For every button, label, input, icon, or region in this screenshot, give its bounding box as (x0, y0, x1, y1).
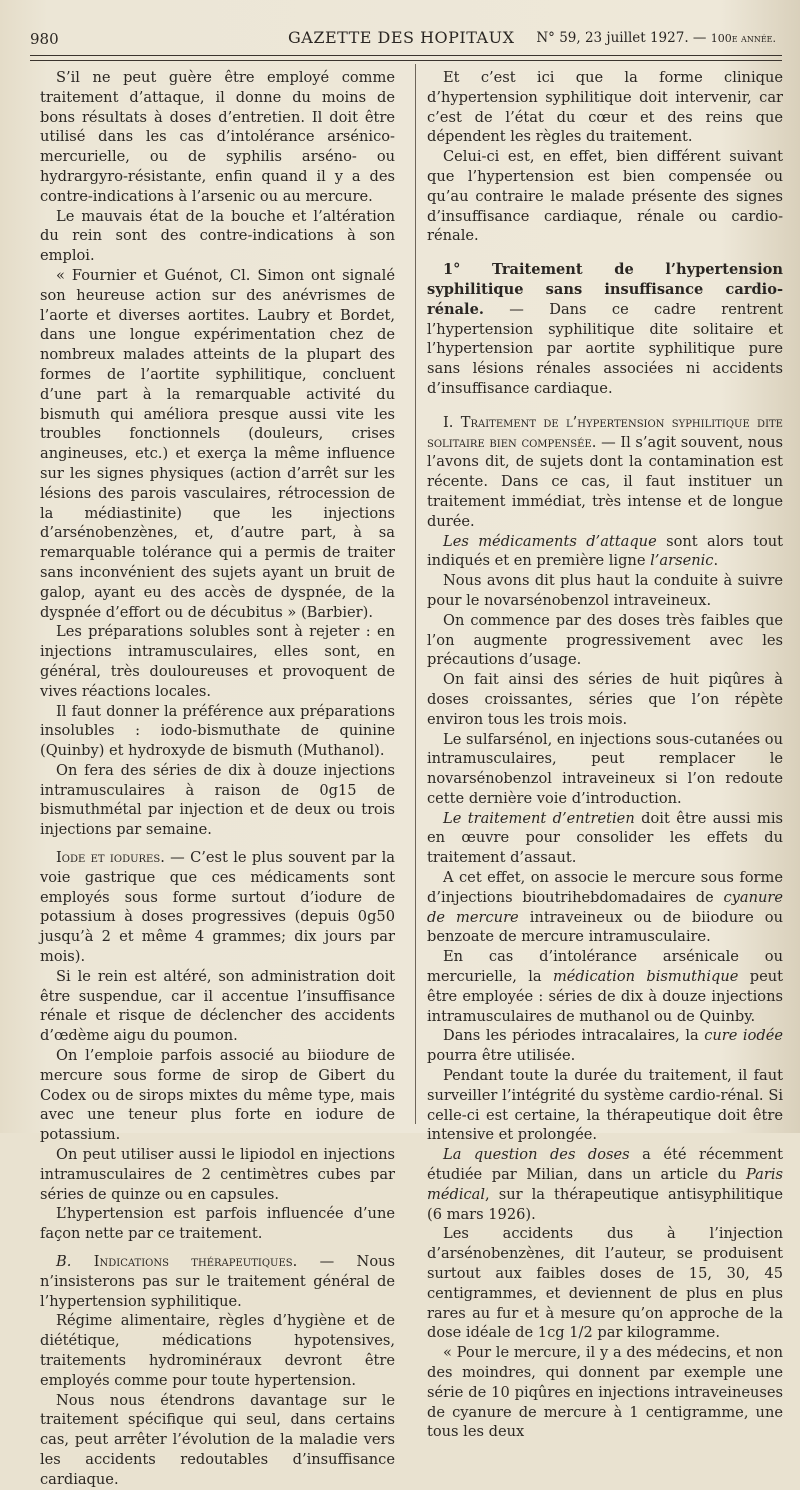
text-run: , sur la thérapeutique antisyphilitique (6 mars 1926). (427, 1185, 783, 1223)
paragraph (427, 532, 783, 572)
paragraph: Nous avons dit plus haut la conduite à suivre pour le novarsénobenzol intraveineux. (427, 572, 783, 609)
paragraph: Celui-ci est, en effet, bien différent suivant que l’hypertension est bien compensée ou qu’au contraire le malade présente des signes d’insuffisance cardiaque, rénale ou cardio-rénale. (427, 148, 783, 245)
journal-title: GAZETTE DES HOPITAUX (288, 28, 515, 47)
text-run: A cet effet, on associe le mercure sous forme d’injections bioutrihebdomadaires de (427, 869, 783, 906)
header-rule-thin (30, 60, 782, 61)
italic-term: médication bismuthique (552, 968, 739, 986)
paragraph: Le mauvais état de la bouche et l’altération du rein sont des contre-indications à son emploi. (40, 207, 395, 265)
italic-term: Les médicaments d’attaque (443, 532, 657, 550)
section-1 (427, 260, 783, 399)
paragraph: Pendant toute la durée du traitement, il faut surveiller l’intégrité du système cardio-rénal. Si celle-ci est certaine, la thérapeutique doit être intensive et prolongée. (427, 1067, 783, 1144)
paragraph: Il faut donner la préférence aux préparations insolubles : iodo-bismuthate de quinine (Quinby) et hydroxyde de bismuth (Muthanol). (40, 702, 395, 760)
section-text: — Il s’agit souvent, nous l’avons dit, de sujets dont la contamination est récente. Dans ce cas, il faut instituer un traitement immédiat, très intense et de longue durée. (427, 433, 783, 530)
left-column (40, 68, 395, 1490)
paragraph: On fait ainsi des séries de huit piqûres à doses croissantes, séries que l’on répète environ tous les trois mois. (427, 671, 783, 728)
text-run: En cas d’intolérance arsénicale ou mercurielle, la (427, 948, 783, 986)
italic-term: cure iodée (704, 1027, 783, 1045)
section-heading: Iode et iodures. (56, 849, 165, 867)
text-run: a été récemment étudiée par Milian, dans un article du (427, 1146, 783, 1184)
paragraph: Régime alimentaire, règles d’hygiène et de diététique, médications hypotensives, traitements hydrominéraux devront être employés comme pour toute hypertension. (40, 1312, 395, 1389)
paragraph: Les accidents dus à l’injection d’arsénobenzènes, dit l’auteur, se produisent surtout aux faibles doses de 15, 30, 45 centigrammes, et deviennent de plus en plus rares au fur et à mesure qu’on approche de la dose idéale de 1cg 1/2 par kilogramme. (427, 1225, 783, 1342)
italic-term: l’arsenic (650, 552, 714, 570)
text-run: . (713, 552, 719, 570)
section-heading: Indications thérapeutiques. (71, 1253, 298, 1271)
page-number: 980 (30, 30, 59, 48)
paragraph: Si le rein est altéré, son administration doit être suspendue, car il accentue l’insuffisance rénale et risque de déclencher des accidents d’œdème aigu du poumon. (40, 967, 395, 1045)
text-run: doit être aussi mis en œuvre pour consolider les effets du traitement d’assaut. (427, 809, 783, 867)
paragraph: On commence par des doses très faibles que l’on augmente progressivement avec les précautions d’usage. (427, 611, 783, 669)
text-run: peut être employée : séries de dix à douze injections intramusculaires de muthanol ou de Quinby. (427, 968, 783, 1025)
paragraph (427, 1026, 783, 1066)
text-run: pourra être utilisée. (427, 1047, 576, 1065)
column-separator (415, 64, 416, 1124)
paragraph: S’il ne peut guère être employé comme traitement d’attaque, il donne du moins de bons résultats à doses d’entretien. Il doit être utilisé dans les cas d’intolérance arsénico-mercurielle, ou de syphilis arséno- ou hydrargyro-résistante, enfin quand il y a des contre-indications à l’arsenic ou au mercure. (40, 69, 395, 205)
iode-section (40, 848, 395, 967)
paragraph: Les préparations solubles sont à rejeter : en injections intramusculaires, elles sont, en général, très douloureuses et provoquent de vives réactions locales. (40, 623, 395, 700)
paragraph (427, 809, 783, 868)
paragraph (427, 947, 783, 1026)
section-heading: 1° Traitement de l’hypertension syphilitique sans insuffisance cardio-rénale. (427, 261, 783, 318)
section-heading: I. Traitement de l’hypertension syphilitique dite solitaire bien compensée. (427, 413, 783, 451)
italic-term: Le traitement d’entretien (443, 809, 635, 827)
text-run: Dans les périodes intracalaires, la (443, 1027, 705, 1045)
paragraph (427, 1145, 783, 1224)
issue-info (536, 30, 776, 46)
italic-term: La question des doses (443, 1146, 630, 1164)
paragraph: On l’emploie parfois associé au biiodure de mercure sous forme de sirop de Gibert du Codex ou de sirops mixtes du même type, mais avec une teneur plus forte en iodure de potassium. (40, 1047, 395, 1144)
section-text: — C’est le plus souvent par la voie gastrique que ces médicaments sont employés sous forme surtout d’iodure de potassium à doses progressives (depuis 0g50 jusqu’à 2 et même 4 grammes; dix jours par mois). (40, 849, 395, 966)
paragraph: Et c’est ici que la forme clinique d’hypertension syphilitique doit intervenir, car c’est de l’état du cœur et des reins que dépendent les règles du traitement. (427, 69, 783, 146)
text-run: sont alors tout indiqués et en première ligne (427, 532, 783, 570)
paragraph (427, 868, 783, 947)
right-column (427, 68, 783, 1442)
paragraph: L’hypertension est parfois influencée d’une façon nette par ce traitement. (40, 1205, 395, 1243)
section-letter: B. (56, 1253, 72, 1271)
year-label: 100e année. (710, 32, 776, 45)
paragraph: On peut utiliser aussi le lipiodol en injections intramusculaires de 2 centimètres cubes par séries de quinze ou en capsules. (40, 1146, 395, 1203)
issue-date: N° 59, 23 juillet 1927. — (536, 30, 707, 46)
section-I (427, 413, 783, 532)
italic-term: cyanure de mercure (427, 888, 783, 926)
header-rule-thick (30, 55, 782, 56)
text-run: intraveineux ou de biiodure ou benzoate de mercure intramusculaire. (427, 908, 783, 946)
paragraph: « Fournier et Guénot, Cl. Simon ont signalé son heureuse action sur des anévrismes de l’aorte et diverses aortites. Laubry et Bordet, dans une longue expérimentation chez de nombreux malades atteints de la plupart des formes de l’aortite syphilitique, concluent d’une part à la remarquable activité du bismuth qui améliora presque aussi vite les troubles fonctionnels (douleurs, crises angineuses, etc.) et exerça la même influence sur les signes physiques (action d’arrêt sur les lésions des parois vasculaires, rétrocession de la médiastinite) que les injections d’arsénobenzènes, et, d’autre part, à sa remarquable tolérance qui a permis de traiter sans inconvénient des sujets ayant un bruit de galop, ayant eu des accès de dyspnée, de la dyspnée d’effort ou de décubitus » (Barbier). (40, 266, 395, 621)
italic-term: Paris médical (427, 1166, 783, 1203)
paragraph: Le sulfarsénol, en injections sous-cutanées ou intramusculaires, peut remplacer le novarsénobenzol intraveineux si l’on redoute cette dernière voie d’introduction. (427, 730, 783, 807)
running-header (30, 26, 782, 52)
paragraph: On fera des séries de dix à douze injections intramusculaires à raison de 0g15 de bismuthmétal par injection et de deux ou trois injections par semaine. (40, 761, 395, 839)
indications-section (40, 1252, 395, 1311)
section-text: — Nous n’insisterons pas sur le traitement général de l’hypertension syphilitique. (40, 1253, 395, 1310)
paragraph: Nous nous étendrons davantage sur le traitement spécifique qui seul, dans certains cas, peut arrêter l’évolution de la maladie vers les accidents redoutables d’insuffisance cardiaque. (40, 1391, 395, 1488)
section-text: — Dans ce cadre rentrent l’hypertension syphilitique dite solitaire et l’hypertension par aortite syphilitique pure sans lésions rénales associées ni accidents d’insuffisance cardiaque. (427, 300, 783, 397)
paragraph: « Pour le mercure, il y a des médecins, et non des moindres, qui donnent par exemple une série de 10 piqûres en injections intraveineuses de cyanure de mercure à 1 centigramme, une tous les deux (427, 1344, 783, 1441)
